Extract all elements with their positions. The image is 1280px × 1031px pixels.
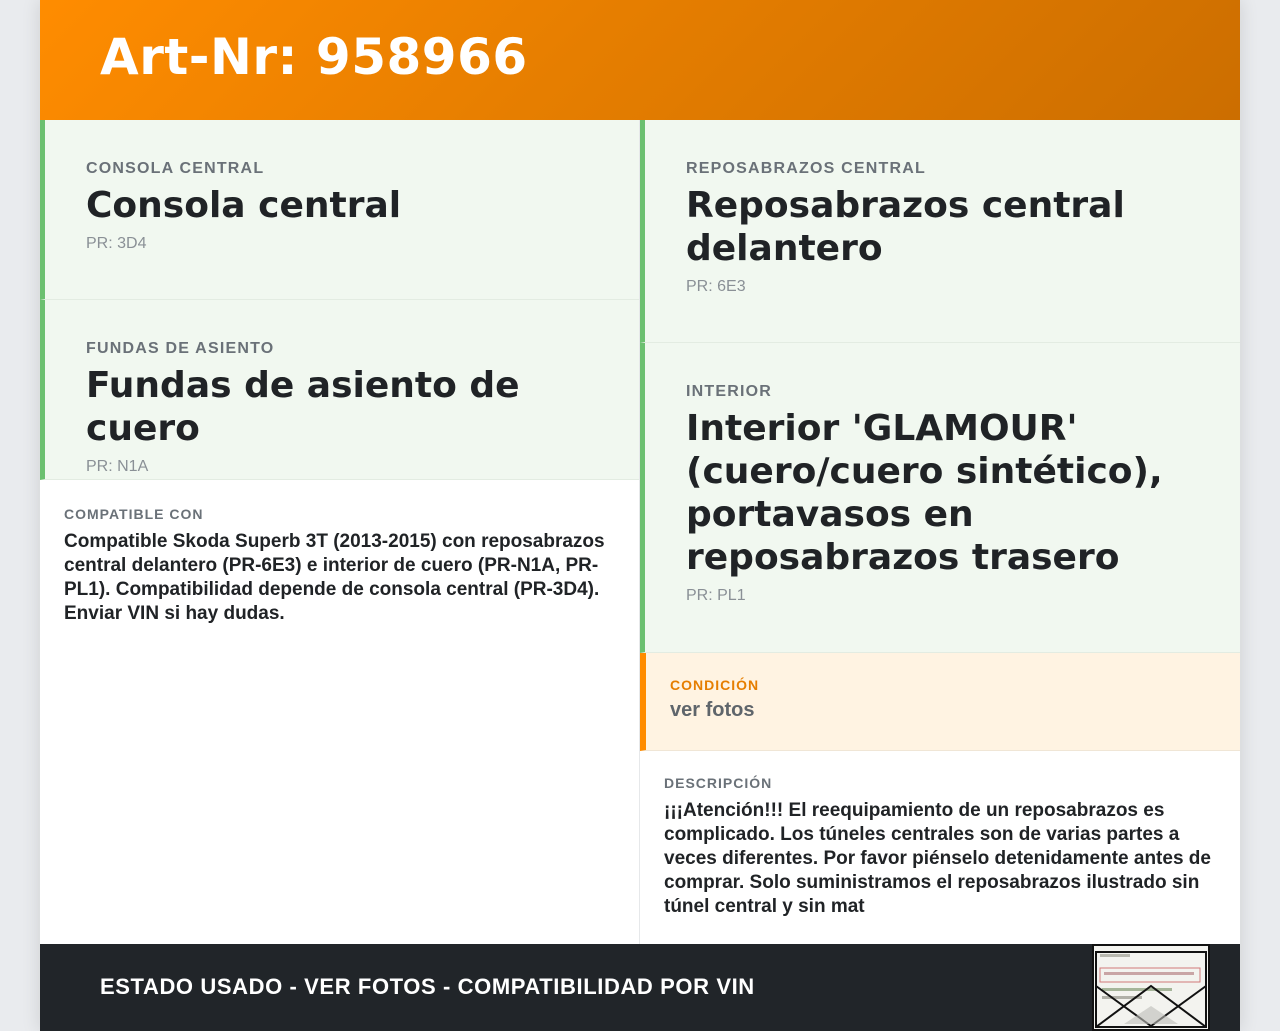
option-card-armrest — [640, 120, 1240, 343]
option-name: Reposabrazos central delantero — [686, 185, 1125, 269]
compatibility-text: Compatible Skoda Superb 3T (2013-2015) con reposabrazos central delantero (PR-6E3) e interior de cuero (PR-N1A, PR-PL1). Compatibilidad depende de consola central (PR-3D4). Enviar VIN si hay dudas. — [64, 531, 605, 624]
description-section — [640, 751, 1240, 919]
option-card-seat-covers — [40, 300, 639, 480]
option-name: Fundas de asiento de cuero — [86, 365, 520, 449]
option-category: CONSOLA CENTRAL — [86, 160, 265, 177]
option-category: INTERIOR — [686, 383, 773, 400]
option-pr-code: PR: PL1 — [686, 587, 746, 604]
page-title: Art-Nr: 958966 — [100, 28, 528, 86]
right-column — [640, 120, 1240, 944]
option-pr-code: PR: 3D4 — [86, 235, 147, 252]
option-card-interior — [640, 343, 1240, 653]
option-name: Interior 'GLAMOUR' (cuero/cuero sintético), portavasos en reposabrazos trasero — [686, 408, 1163, 578]
condition-label: CONDICIÓN — [670, 677, 760, 693]
option-category: REPOSABRAZOS CENTRAL — [686, 160, 927, 177]
compatibility-section — [40, 480, 639, 626]
description-text: ¡¡¡Atención!!! El reequipamiento de un reposabrazos es complicado. Los túneles centrales son de varias partes a veces diferentes. Por favor piénselo detenidamente antes de comprar. Solo suministramos el reposabrazos ilustrado sin túnel central y sin mat — [664, 800, 1211, 917]
product-sheet — [40, 0, 1240, 1031]
option-category: FUNDAS DE ASIENTO — [86, 340, 275, 357]
description-label: DESCRIPCIÓN — [664, 775, 773, 791]
footer-bar — [40, 944, 1240, 1031]
sticker-image-icon — [1094, 946, 1208, 1029]
footer-text: ESTADO USADO - VER FOTOS - COMPATIBILIDAD POR VIN — [100, 974, 755, 999]
condition-value: ver fotos — [670, 699, 755, 721]
left-column — [40, 120, 640, 944]
option-name: Consola central — [86, 185, 402, 226]
option-pr-code: PR: N1A — [86, 458, 149, 475]
condition-box — [640, 653, 1240, 751]
header-banner — [40, 0, 1240, 120]
option-card-center-console — [40, 120, 639, 300]
compatibility-label: COMPATIBLE CON — [64, 506, 204, 522]
option-pr-code: PR: 6E3 — [686, 278, 746, 295]
label-sticker-thumbnail[interactable] — [1092, 944, 1210, 1031]
